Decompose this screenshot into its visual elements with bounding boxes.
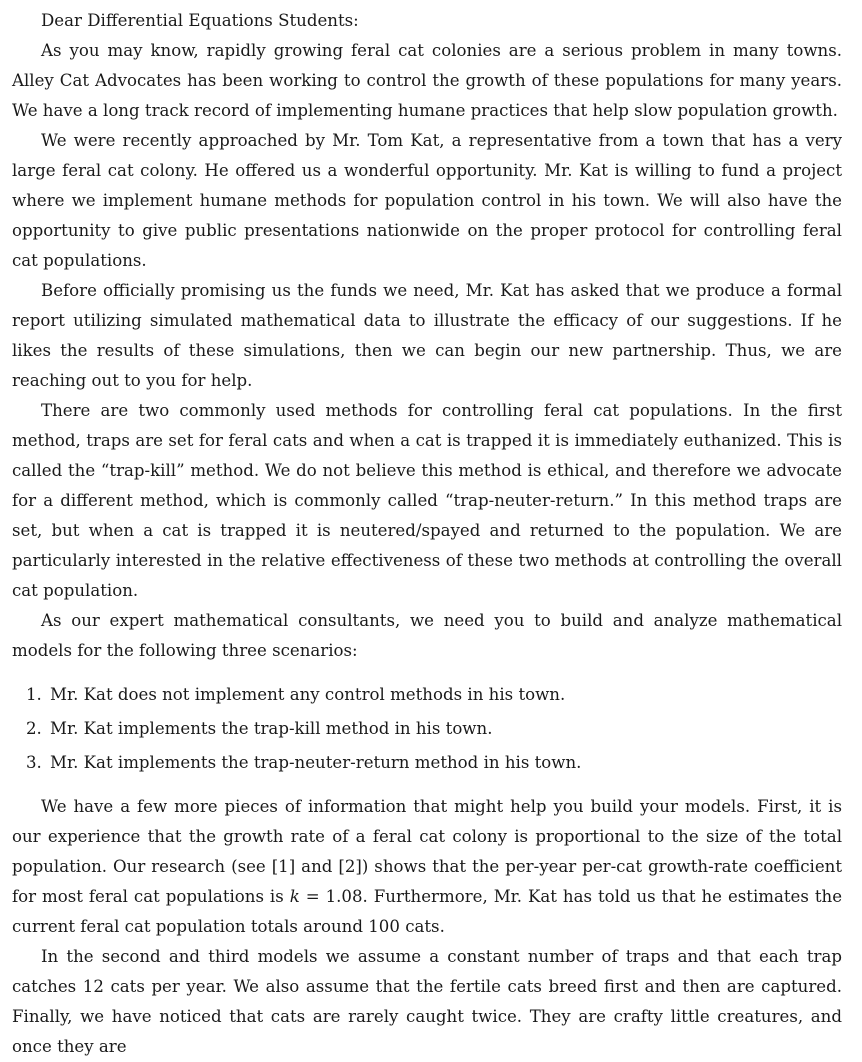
list-item [12,712,842,746]
list-item [12,678,842,712]
paragraph-tom-kat: We were recently approached by Mr. Tom Kat, a representative from a town that has a very large feral cat colony. He offered us a wonderful opportunity. Mr. Kat is willing to fund a project where we implement humane methods for population control in his town. We will also have the opportunity to give public presentations nationwide on the proper protocol for controlling feral cat populations. [12,131,842,270]
model-info-text-start: We have a few more pieces of information that might help you build your models. First, it is our experience that the growth rate of a feral cat colony is proportional to the size of the total population. Our research (see [1] and [2]) shows that the per-year per-cat growth-rate coefficient for most feral cat populations is [12,797,842,906]
growth-coefficient-value: = 1.08 [299,887,363,906]
scenario-number: 3. [26,753,42,772]
paragraph-control-methods: There are two commonly used methods for controlling feral cat populations. In the first method, traps are set for feral cats and when a cat is trapped it is immediately euthanized. This is called the “trap-kill” method. We do not believe this method is ethical, and therefore we advocate for a different method, which is commonly called “trap-neuter-return.” In this method traps are set, but when a cat is trapped it is neutered/spayed and returned to the population. We are particularly interested in the relative effectiveness of these two methods at controlling the overall cat population. [12,401,842,600]
model-info-text-end: . Furthermore, Mr. Kat has told us that he estimates the current feral cat population totals around 100 cats. [12,887,843,936]
growth-coefficient-symbol: k [289,887,300,906]
list-item [12,746,842,780]
paragraph-intro: As you may know, rapidly growing feral cat colonies are a serious problem in many towns. Alley Cat Advocates has been working to control the growth of these populations for many years. We have a long track record of implementing humane practices that help slow population growth. [12,41,842,120]
scenario-text: Mr. Kat does not implement any control methods in his town. [50,685,566,704]
scenario-number: 1. [26,685,42,704]
scenario-text: Mr. Kat implements the trap-neuter-return method in his town. [50,753,582,772]
scenario-number: 2. [26,719,42,738]
paragraph-model-info [12,792,842,942]
paragraph-scenarios-intro: As our expert mathematical consultants, we need you to build and analyze mathematical models for the following three scenarios: [12,611,842,660]
letter-salutation: Dear Differential Equations Students: [41,11,359,30]
scenario-text: Mr. Kat implements the trap-kill method in his town. [50,719,493,738]
scenario-list [12,678,842,780]
paragraph-trap-assumptions: In the second and third models we assume a constant number of traps and that each trap catches 12 cats per year. We also assume that the fertile cats breed first and then are captured. Finally, we have noticed that cats are rarely caught twice. They are crafty little creatures, and once they are [12,947,842,1056]
paragraph-funding-request: Before officially promising us the funds we need, Mr. Kat has asked that we produce a formal report utilizing simulated mathematical data to illustrate the efficacy of our suggestions. If he likes the results of these simulations, then we can begin our new partnership. Thus, we are reaching out to you for help. [12,281,842,390]
letter-page [12,0,842,1062]
